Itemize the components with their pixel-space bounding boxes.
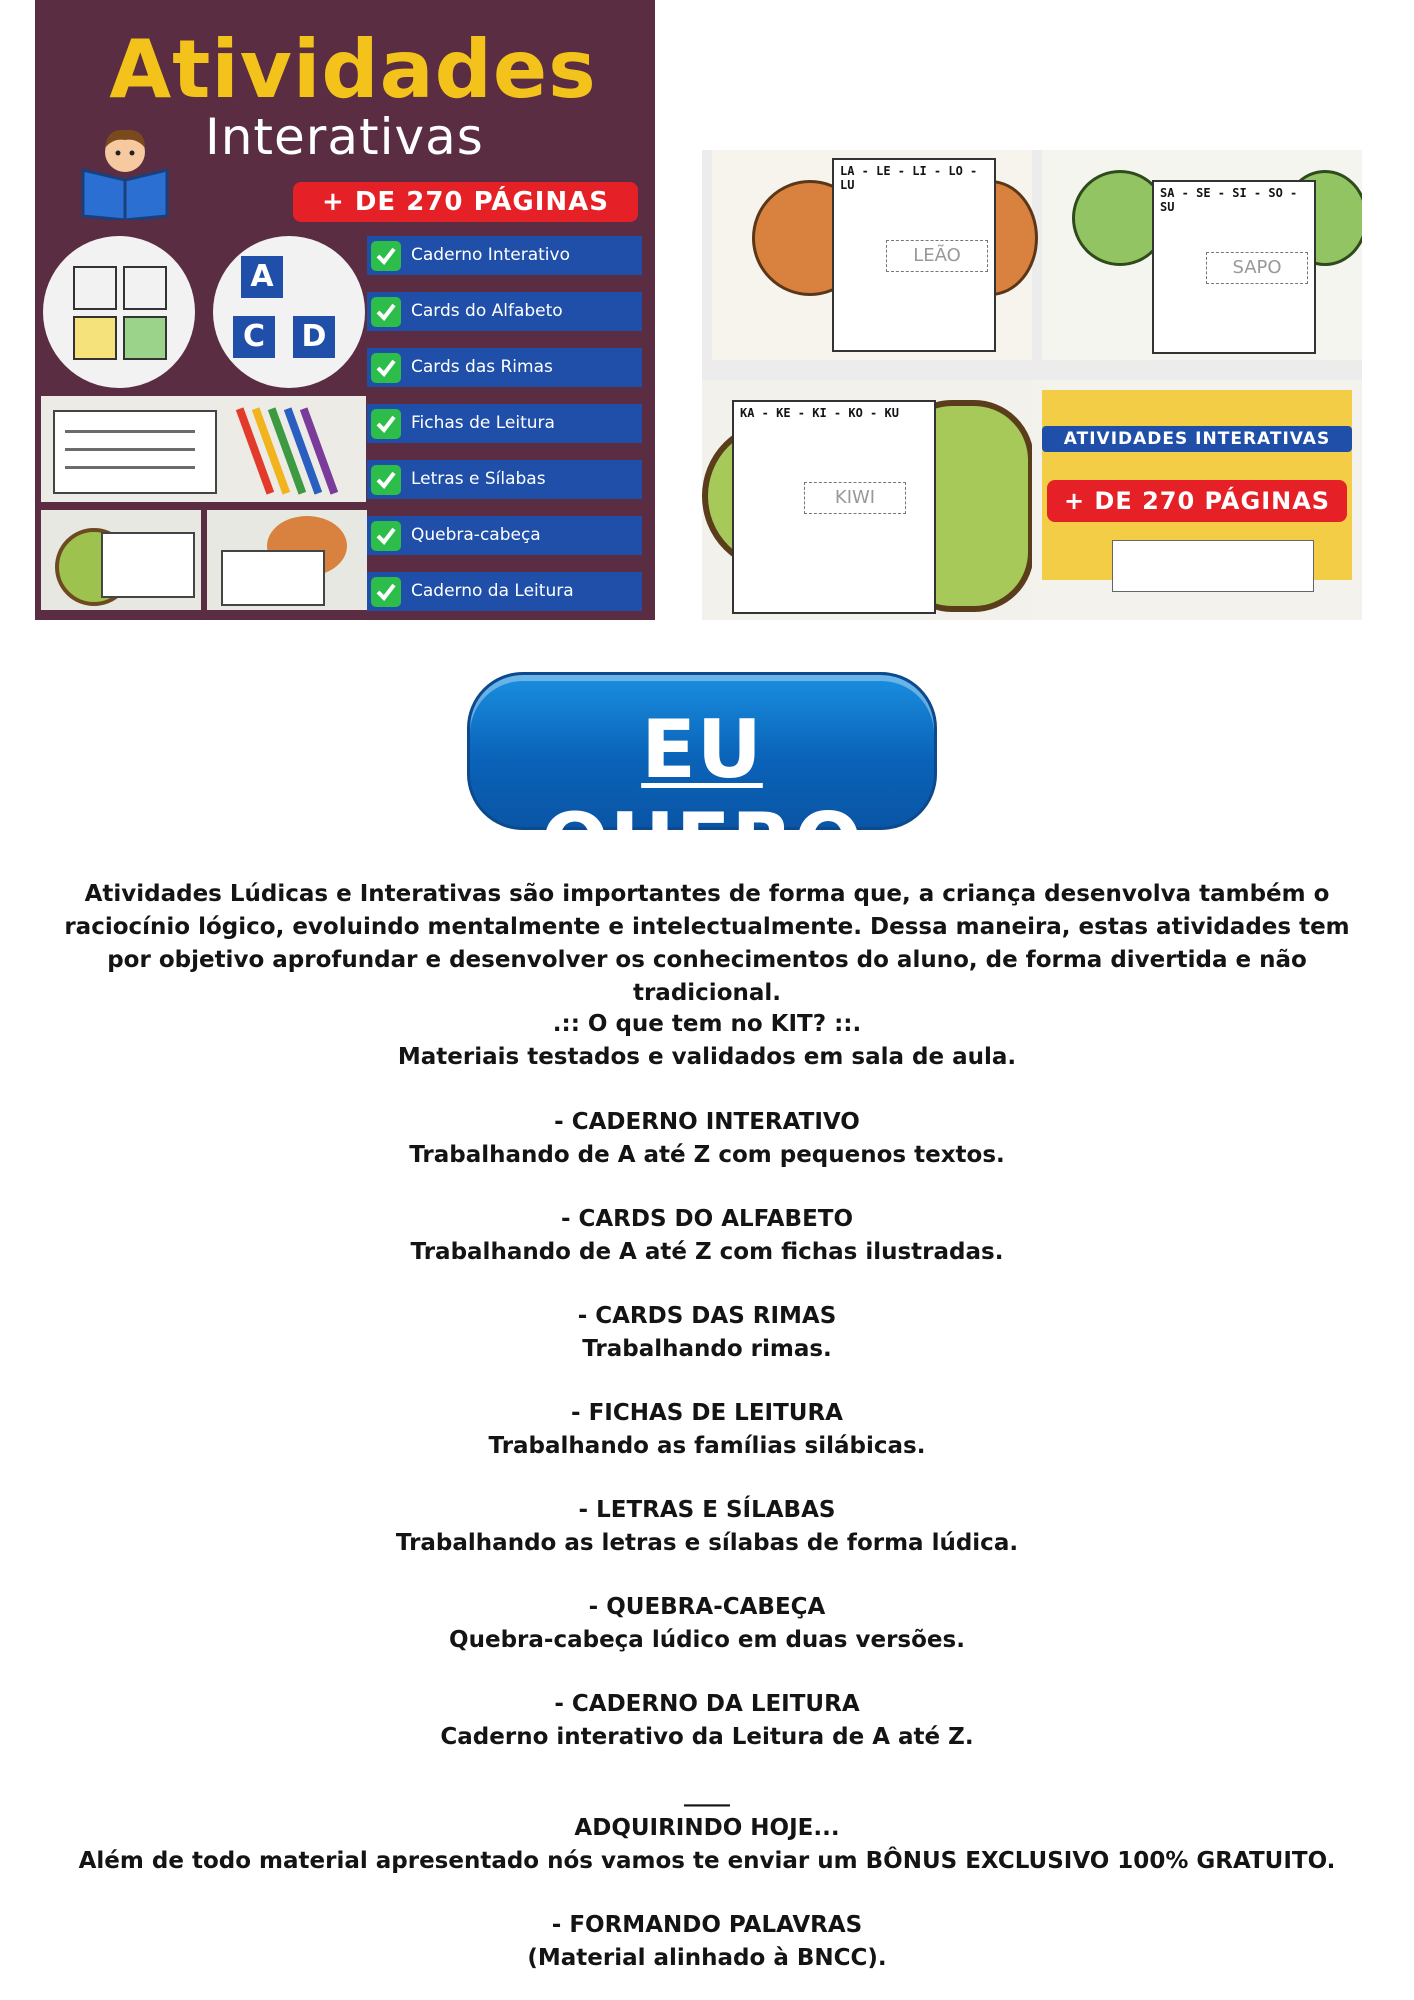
thumb-letter-cards: A C D bbox=[213, 236, 365, 388]
item-title: - CARDS DO ALFABETO bbox=[560, 1206, 854, 1232]
lion-word: LEÃO bbox=[886, 240, 988, 272]
bonus-text: Além de todo material apresentado nós vamos te enviar um BÔNUS EXCLUSIVO 100% GRATUITO. bbox=[78, 1848, 1336, 1874]
feature-cards-rimas: Cards das Rimas bbox=[367, 348, 642, 387]
feature-caderno-interativo: Caderno Interativo bbox=[367, 236, 642, 275]
check-icon bbox=[371, 297, 401, 327]
thumb-alphabet-cards bbox=[43, 236, 195, 388]
eu-quero-button[interactable] bbox=[467, 672, 937, 889]
frog-syllables: SA - SE - SI - SO - SU bbox=[1160, 186, 1298, 214]
eu-quero-label: EU QUERO bbox=[540, 703, 864, 889]
activity-photo bbox=[702, 150, 1362, 620]
frog-word: SAPO bbox=[1206, 252, 1308, 284]
feature-cards-alfabeto: Cards do Alfabeto bbox=[367, 292, 642, 331]
item-title: - CARDS DAS RIMAS bbox=[577, 1303, 837, 1329]
divider: ____ bbox=[684, 1781, 730, 1807]
feature-letras-silabas: Letras e Sílabas bbox=[367, 460, 642, 499]
item-description: Caderno interativo da Leitura de A até Z. bbox=[440, 1724, 974, 1750]
pages-badge: + DE 270 PÁGINAS bbox=[293, 182, 638, 222]
lion-syllables: LA - LE - LI - LO - LU bbox=[840, 164, 978, 192]
item-description: Quebra-cabeça lúdico em duas versões. bbox=[449, 1627, 965, 1653]
item-description: Trabalhando rimas. bbox=[582, 1336, 832, 1362]
item-description: Trabalhando de A até Z com pequenos textos. bbox=[409, 1142, 1005, 1168]
thumb-kiwi-sheet bbox=[41, 510, 201, 610]
check-icon bbox=[371, 521, 401, 551]
kiwi-sheet bbox=[702, 380, 1032, 620]
kit-subheading: Materiais testados e validados em sala de aula. bbox=[397, 1044, 1017, 1070]
bonus-heading: ADQUIRINDO HOJE... bbox=[574, 1815, 840, 1841]
item-title: - LETRAS E SÍLABAS bbox=[578, 1497, 836, 1523]
intro-paragraph: Atividades Lúdicas e Interativas são importantes de forma que, a criança desenvolva também o raciocínio lógico, evoluindo mentalmente e intelectualmente. Dessa maneira, estas atividades tem por objetivo aprofundar e desenvolver os conhecimentos do aluno, de forma divertida e não tradicional. bbox=[64, 881, 1350, 1006]
item-description: Trabalhando as letras e sílabas de forma lúdica. bbox=[395, 1530, 1019, 1556]
lion-sheet bbox=[712, 150, 1032, 360]
item-title: - QUEBRA-CABEÇA bbox=[588, 1594, 826, 1620]
bonus-item-description: (Material alinhado à BNCC). bbox=[527, 1945, 887, 1971]
item-description: Trabalhando as famílias silábicas. bbox=[488, 1433, 926, 1459]
item-description: Trabalhando de A até Z com fichas ilustradas. bbox=[410, 1239, 1004, 1265]
kiwi-word: KIWI bbox=[804, 482, 906, 514]
child-reading-icon bbox=[77, 120, 173, 220]
kiwi-syllables: KA - KE - KI - KO - KU bbox=[740, 406, 899, 420]
check-icon bbox=[371, 465, 401, 495]
check-icon bbox=[371, 409, 401, 439]
item-title: - FICHAS DE LEITURA bbox=[571, 1400, 843, 1426]
thumb-lion-sheet bbox=[207, 510, 367, 610]
thumb-worksheet-pencils bbox=[41, 396, 366, 502]
check-icon bbox=[371, 577, 401, 607]
photo-banner-pages: + DE 270 PÁGINAS bbox=[1047, 480, 1347, 522]
kit-heading: .:: O que tem no KIT? ::. bbox=[552, 1011, 862, 1037]
frog-sheet bbox=[1042, 150, 1362, 360]
check-icon bbox=[371, 353, 401, 383]
promo-subtitle: Interativas bbox=[205, 108, 484, 166]
feature-quebra-cabeca: Quebra-cabeça bbox=[367, 516, 642, 555]
promo-title: Atividades bbox=[109, 23, 597, 116]
promo-banner-image bbox=[35, 0, 655, 620]
photo-banner-title: ATIVIDADES INTERATIVAS bbox=[1042, 426, 1352, 452]
check-icon bbox=[371, 241, 401, 271]
item-title: - CADERNO INTERATIVO bbox=[554, 1109, 860, 1135]
bonus-item-title: - FORMANDO PALAVRAS bbox=[551, 1912, 863, 1938]
feature-fichas-leitura: Fichas de Leitura bbox=[367, 404, 642, 443]
item-title: - CADERNO DA LEITURA bbox=[554, 1691, 860, 1717]
feature-caderno-leitura: Caderno da Leitura bbox=[367, 572, 642, 611]
